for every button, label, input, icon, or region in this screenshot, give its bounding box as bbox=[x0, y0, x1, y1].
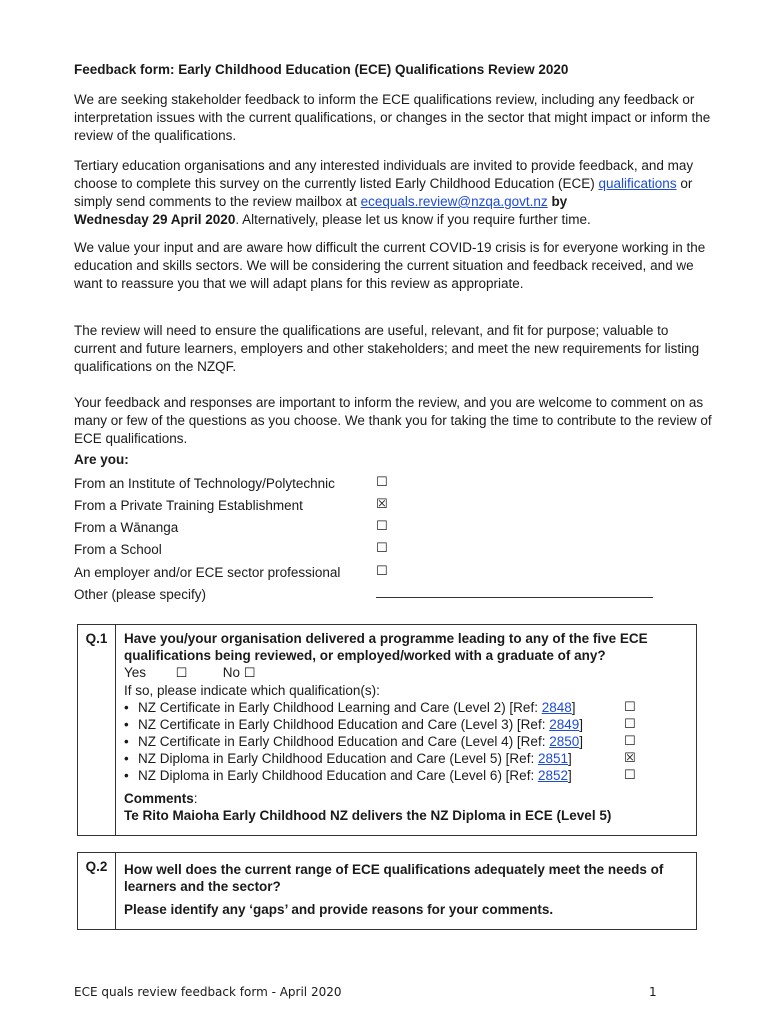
qual-row-2851 bbox=[124, 750, 686, 767]
are-you-heading: Are you: bbox=[74, 452, 129, 467]
bullet: • bbox=[124, 717, 129, 732]
qual-checkbox-2852[interactable]: ☐ bbox=[624, 768, 636, 783]
qualifications-link[interactable]: qualifications bbox=[598, 176, 677, 191]
ref-link-2850[interactable]: 2850 bbox=[549, 734, 580, 749]
qual-text: NZ Certificate in Early Childhood Education and Care (Level 3) [Ref: 2849] bbox=[138, 717, 584, 732]
page-number: 1 bbox=[649, 985, 657, 999]
question-2-text: How well does the current range of ECE qualifications adequately meet the needs of learners and the sector? bbox=[124, 862, 664, 894]
purpose-paragraph: The review will need to ensure the qualifications are useful, relevant, and fit for purpose; valuable to current and future learners, employers and other stakeholders; and meet the new requirements for listing qualifications on the NZQF. bbox=[74, 323, 700, 374]
footer-text: ECE quals review feedback form - April 2020 bbox=[74, 985, 342, 999]
checkbox-pte[interactable]: ☒ bbox=[376, 497, 388, 512]
page-title: Feedback form: Early Childhood Education (ECE) Qualifications Review 2020 bbox=[74, 62, 569, 77]
comments-label: Comments: bbox=[124, 791, 198, 806]
checkbox-polytechnic[interactable]: ☐ bbox=[376, 475, 388, 490]
bullet: • bbox=[124, 751, 129, 766]
deadline-date: Wednesday 29 April 2020 bbox=[74, 212, 236, 227]
covid-paragraph: We value your input and are aware how difficult the current COVID-19 crisis is for everyone working in the education and skills sectors. We will be considering the current situation and feedback received, and we want to reassure you that we will adapt plans for this review as appropriate. bbox=[74, 240, 706, 291]
thanks-paragraph: Your feedback and responses are important to inform the review, and you are welcome to comment on as many or few of the questions as you choose. We thank you for taking the time to contribute to the review of ECE qualifications. bbox=[74, 395, 712, 446]
review-email-link[interactable]: ecequals.review@nzqa.govt.nz bbox=[360, 194, 548, 209]
yes-checkbox[interactable]: ☐ bbox=[175, 666, 188, 681]
question-2-body bbox=[124, 861, 686, 918]
question-2-box bbox=[77, 852, 697, 930]
ref-link-2852[interactable]: 2852 bbox=[537, 768, 568, 783]
comments-text[interactable]: Te Rito Maioha Early Childhood NZ delivers the NZ Diploma in ECE (Level 5) bbox=[124, 808, 612, 823]
yes-no-row bbox=[124, 664, 686, 682]
option-label-other: Other (please specify) bbox=[74, 587, 207, 602]
question-2-subtext: Please identify any ‘gaps’ and provide reasons for your comments. bbox=[124, 902, 554, 917]
bullet: • bbox=[124, 734, 129, 749]
bullet: • bbox=[124, 768, 129, 783]
invite-by: by bbox=[547, 194, 568, 209]
qual-checkbox-2848[interactable]: ☐ bbox=[624, 700, 636, 715]
option-label-school: From a School bbox=[74, 542, 162, 557]
ref-link-2849[interactable]: 2849 bbox=[549, 717, 580, 732]
option-label-polytechnic: From an Institute of Technology/Polytechnic bbox=[74, 476, 335, 491]
qual-checkbox-2849[interactable]: ☐ bbox=[624, 717, 636, 732]
qual-text: NZ Diploma in Early Childhood Education and Care (Level 5) [Ref: 2851] bbox=[138, 751, 572, 766]
question-2-number: Q.2 bbox=[78, 853, 116, 929]
checkbox-employer[interactable]: ☐ bbox=[376, 564, 388, 579]
no-label: No bbox=[222, 665, 241, 680]
question-1-number: Q.1 bbox=[78, 625, 116, 835]
qual-row-2848 bbox=[124, 699, 686, 716]
other-specify-field[interactable] bbox=[376, 597, 653, 598]
qual-text: NZ Certificate in Early Childhood Learning and Care (Level 2) [Ref: 2848] bbox=[138, 700, 576, 715]
qual-checkbox-2851[interactable]: ☒ bbox=[624, 751, 636, 766]
ref-link-2851[interactable]: 2851 bbox=[537, 751, 568, 766]
qual-text: NZ Certificate in Early Childhood Education and Care (Level 4) [Ref: 2850] bbox=[138, 734, 584, 749]
qual-checkbox-2850[interactable]: ☐ bbox=[624, 734, 636, 749]
qual-row-2849 bbox=[124, 716, 686, 733]
option-label-pte: From a Private Training Establishment bbox=[74, 498, 303, 513]
checkbox-school[interactable]: ☐ bbox=[376, 541, 388, 556]
invite-text-3: . Alternatively, please let us know if you require further time. bbox=[235, 212, 591, 227]
qual-row-2852 bbox=[124, 767, 686, 784]
option-label-wananga: From a Wānanga bbox=[74, 520, 179, 535]
question-1-text: Have you/your organisation delivered a programme leading to any of the five ECE qualifications being reviewed, or employed/worked with a graduate of any? bbox=[124, 631, 648, 663]
yes-label: Yes bbox=[124, 665, 147, 680]
no-checkbox[interactable]: ☐ bbox=[243, 666, 256, 681]
ref-link-2848[interactable]: 2848 bbox=[541, 700, 572, 715]
intro-paragraph: We are seeking stakeholder feedback to inform the ECE qualifications review, including any feedback or interpretation issues with the current qualifications, or changes in the sector that might impact or inform the review of the qualifications. bbox=[74, 92, 711, 143]
checkbox-wananga[interactable]: ☐ bbox=[376, 519, 388, 534]
invite-paragraph bbox=[74, 157, 714, 229]
qual-row-2850 bbox=[124, 733, 686, 750]
option-label-employer: An employer and/or ECE sector professional bbox=[74, 565, 341, 580]
qual-text: NZ Diploma in Early Childhood Education and Care (Level 6) [Ref: 2852] bbox=[138, 768, 572, 783]
indicate-text: If so, please indicate which qualification(s): bbox=[124, 683, 380, 698]
bullet: • bbox=[124, 700, 129, 715]
invite-text-1: Tertiary education organisations and any interested individuals are invited to provide feedback, and may choose to complete this survey on the currently listed Early Childhood Education (ECE) bbox=[74, 158, 694, 191]
invite-text-2: or simply send comments to the review mailbox at bbox=[74, 176, 693, 209]
question-1-body bbox=[124, 630, 686, 824]
question-1-box bbox=[77, 624, 697, 836]
